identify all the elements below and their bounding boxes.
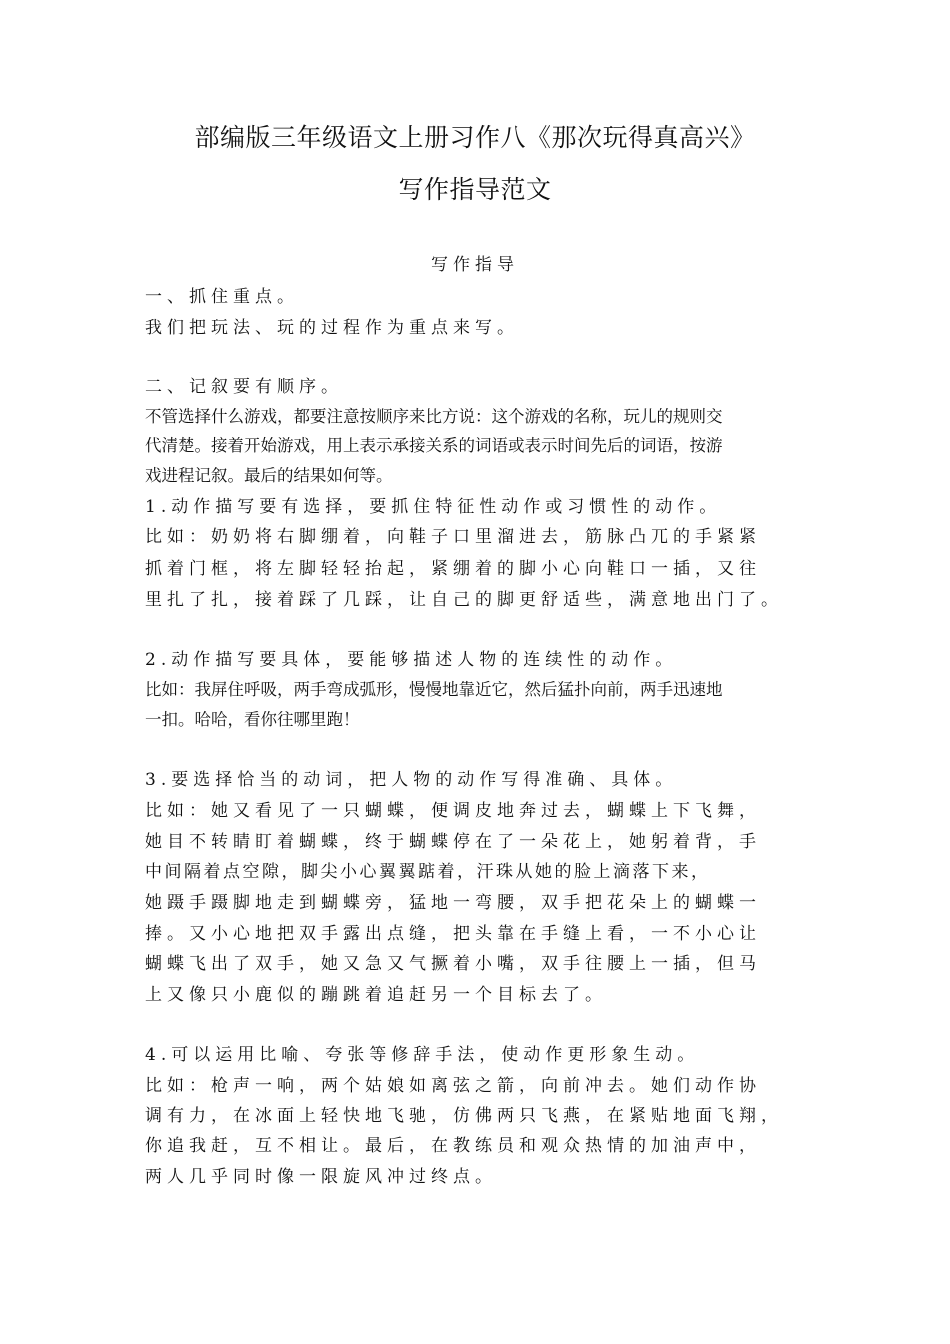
example-line: 你追我赶，互不相让。最后，在教练员和观众热情的加油声中，	[145, 1136, 761, 1156]
example-line: 两人几乎同时像一限旋风冲过终点。	[145, 1167, 497, 1187]
tip-1-heading: 1.动作描写要有选择，要抓住特征性动作或习惯性的动作。	[145, 497, 722, 517]
tip-4-heading: 4.可以运用比喻、夸张等修辞手法，使动作更形象生动。	[145, 1045, 700, 1065]
example-line: 比如：我屏住呼吸，两手弯成弧形，慢慢地靠近它，然后猛扑向前，两手迅速地	[145, 680, 723, 699]
example-line: 比如：奶奶将右脚绷着，向鞋子口里溜进去，筋脉凸兀的手紧紧	[145, 527, 761, 547]
document-title: 部编版三年级语文上册习作八《那次玩得真高兴》	[194, 123, 756, 152]
example-line: 上又像只小鹿似的蹦跳着追赶另一个目标去了。	[145, 985, 607, 1005]
paragraph-line: 代清楚。接着开始游戏，用上表示承接关系的词语或表示时间先后的词语，按游	[145, 436, 723, 455]
example-line: 比如：枪声一响，两个姑娘如离弦之箭，向前冲去。她们动作协	[145, 1076, 761, 1096]
example-line: 捧。又小心地把双手露出点缝，把头靠在手缝上看，一不小心让	[145, 924, 761, 944]
tip-3-heading: 3.要选择恰当的动词，把人物的动作写得准确、具体。	[145, 770, 678, 790]
example-line: 她蹑手蹑脚地走到蝴蝶旁，猛地一弯腰，双手把花朵上的蝴蝶一	[145, 893, 761, 913]
example-line: 她目不转睛盯着蝴蝶，终于蝴蝶停在了一朵花上，她躬着背，手	[145, 832, 761, 852]
tip-2-heading: 2.动作描写要具体，要能够描述人物的连续性的动作。	[145, 650, 678, 670]
example-line: 里扎了扎，接着踩了几踩，让自己的脚更舒适些，满意地出门了。	[145, 590, 783, 610]
point-1-heading: 一、抓住重点。	[145, 287, 299, 307]
example-line: 一扣。哈哈，看你往哪里跑！	[145, 710, 360, 729]
example-line: 调有力，在冰面上轻快地飞驰，仿佛两只飞燕，在紧贴地面飞翔，	[145, 1106, 783, 1126]
point-2-heading: 二、记叙要有顺序。	[145, 377, 343, 397]
example-line: 蝴蝶飞出了双手，她又急又气撅着小嘴，双手往腰上一插，但马	[145, 954, 761, 974]
paragraph-line: 戏进程记叙。最后的结果如何等。	[145, 466, 393, 485]
document-subtitle: 写作指导范文	[398, 175, 552, 204]
paragraph-line: 我们把玩法、玩的过程作为重点来写。	[145, 318, 519, 338]
example-line: 抓着门框，将左脚轻轻抬起，紧绷着的脚小心向鞋口一插，又往	[145, 559, 761, 579]
example-line: 比如：她又看见了一只蝴蝶，便调皮地奔过去，蝴蝶上下飞舞，	[145, 801, 761, 821]
example-line: 中间隔着点空隙，脚尖小心翼翼踮着，汗珠从她的脸上滴落下来，	[145, 862, 711, 882]
section-heading: 写作指导	[431, 255, 519, 275]
paragraph-line: 不管选择什么游戏，都要注意按顺序来比方说：这个游戏的名称，玩儿的规则交	[145, 407, 723, 426]
